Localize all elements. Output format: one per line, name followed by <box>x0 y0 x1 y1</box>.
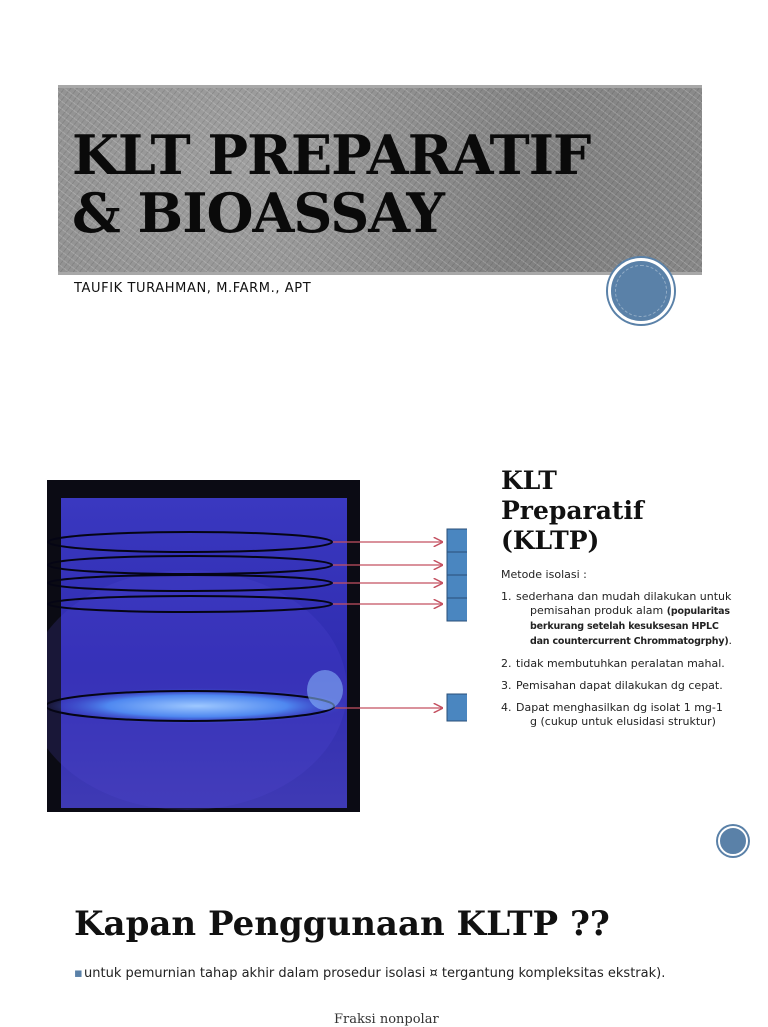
partial-caption: Fraksi nonpolar <box>334 1012 439 1027</box>
slide-title-line-1: KLT PREPARATIF <box>72 123 591 187</box>
list-item-tail: . <box>728 634 732 647</box>
list-item-number: 2. <box>501 657 512 670</box>
list-item-number: 1. <box>501 590 512 603</box>
list-item-number: 4. <box>501 701 512 714</box>
kltp-heading-line-3: (KLTP) <box>501 526 600 555</box>
fraction-box-2 <box>447 552 467 575</box>
list-item-text: tidak membutuhkan peralatan mahal. <box>516 657 725 670</box>
bullet-text: untuk pemurnian tahap akhir dalam prosedur isolasi ¤ tergantung kompleksitas ekstrak). <box>84 966 666 981</box>
bullet-dot-icon: ▪ <box>74 966 83 981</box>
list-item <box>501 657 733 671</box>
list-item <box>501 679 733 693</box>
slide-title-line-2: & BIOASSAY <box>72 181 444 245</box>
list-item-text: sederhana dan mudah dilakukan untuk pemisahan produk alam <box>516 590 732 617</box>
bullet-item <box>74 966 674 982</box>
list-item <box>501 701 733 729</box>
fraction-box-5 <box>447 694 467 721</box>
fraction-box-3 <box>447 575 467 598</box>
method-list <box>501 590 733 737</box>
list-item-bold-note: (popularitas berkurang setelah kesuksesan HPLC dan countercurrent Chrommatogrphy) <box>530 606 730 647</box>
decorative-circle-icon <box>608 258 674 324</box>
fraction-box-1 <box>447 529 467 552</box>
band-glow-right <box>307 670 343 710</box>
decorative-circle-small-icon <box>718 826 748 856</box>
fraction-box-4 <box>447 598 467 621</box>
slide-title <box>72 123 672 245</box>
kltp-heading-line-2: Preparatif <box>501 496 644 525</box>
list-item-number: 3. <box>501 679 512 692</box>
band-5-glow <box>47 688 347 724</box>
slide3-title: Kapan Penggunaan KLTP ?? <box>74 904 610 944</box>
list-item <box>501 590 733 649</box>
kltp-heading <box>501 466 644 556</box>
kltp-heading-line-1: KLT <box>501 466 557 495</box>
list-item-text: Pemisahan dapat dilakukan dg cepat. <box>516 679 723 692</box>
author-name: TAUFIK TURAHMAN, M.FARM., APT <box>74 281 312 296</box>
list-item-text: Dapat menghasilkan dg isolat 1 mg-1 g (cukup untuk elusidasi struktur) <box>516 701 723 728</box>
method-label: Metode isolasi : <box>501 568 587 581</box>
tlc-plate-illustration <box>47 480 467 812</box>
